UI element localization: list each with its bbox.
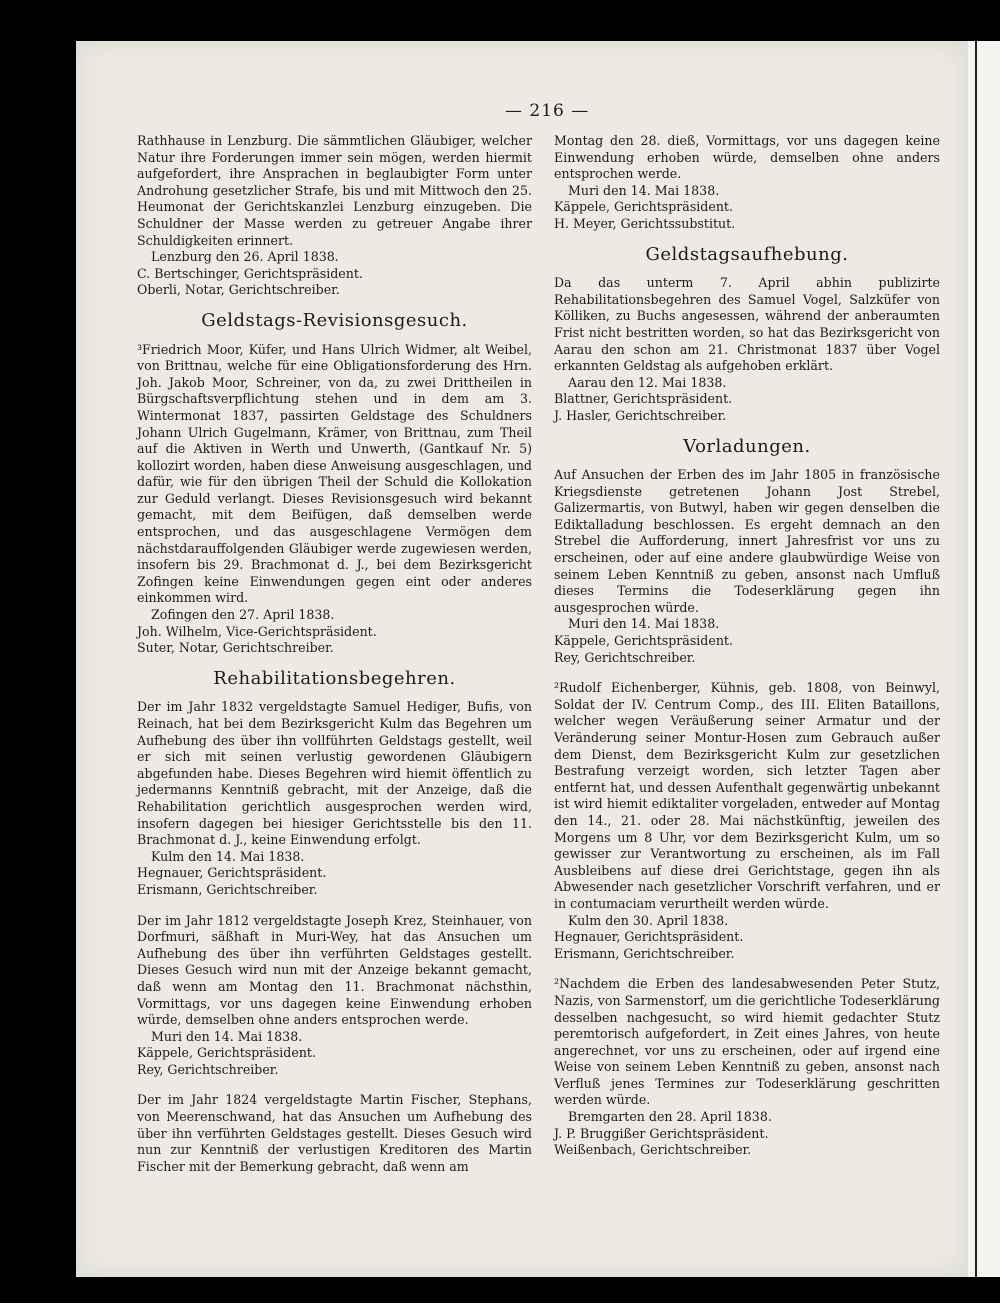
- vorladung-date-3: Bremgarten den 28. April 1838.: [568, 1109, 772, 1125]
- revision-signature-2: Suter, Notar, Gerichtschreiber.: [137, 640, 334, 656]
- rehabilitation-date-2: Muri den 14. Mai 1838.: [151, 1028, 303, 1044]
- aufhebung-signature-1: Blattner, Gerichtspräsident.: [554, 391, 733, 407]
- vorladung-date-1: Muri den 14. Mai 1838.: [568, 616, 720, 632]
- continuation-text: Montag den 28. dieß, Vormittags, vor uns dagegen keine Einwendung erhoben würde, demselben ohne anders entsprochen werde.: [554, 133, 940, 182]
- revision-signature-1: Joh. Wilhelm, Vice-Gerichtspräsident.: [137, 623, 377, 639]
- section-heading-vorladungen: Vorladungen.: [683, 435, 811, 457]
- rehabilitation-signature-1a: Hegnauer, Gerichtspräsident.: [137, 865, 327, 881]
- intro-text: Rathhause in Lenzburg. Die sämmtlichen Gläubiger, welcher Natur ihre Forderungen immer sein mögen, werden hiermit aufgefordert, ihre Ansprachen in beglaubigter Form unter Androhung gesetzlicher Strafe, bis und mit Mittwoch den 25. Heumonat der Gerichtskanzlei Lenzburg einzugeben. Die Schuldner der Masse werden zu getreuer Angabe ihrer Schuldigkeiten erinnert.: [137, 133, 532, 248]
- continuation-signature-1: Käppele, Gerichtspräsident.: [554, 199, 733, 215]
- rehabilitation-text-2: Der im Jahr 1812 vergeldstagte Joseph Krez, Steinhauer, von Dorfmuri, säßhaft in Muri-Wey, hat das Ansuchen um Aufhebung des über ihn verführten Geldstages gestellt. Dieses Gesuch wird nun mit der Anzeige bekannt gemacht, daß wenn am Montag den 11. Brachmonat nächsthin, Vormittags, vor uns dagegen keine Einwendung erhoben würde, demselben ohne anders entsprochen werde.: [137, 912, 532, 1028]
- vorladung-signature-1b: Rey, Gerichtschreiber.: [554, 649, 696, 665]
- aufhebung-signature-2: J. Hasler, Gerichtschreiber.: [554, 407, 727, 423]
- rehabilitation-text-3: Der im Jahr 1824 vergeldstagte Martin Fischer, Stephans, von Meerenschwand, hat das Ansuchen um Aufhebung des über ihn verführten Geldstages gestellt. Dieses Gesuch wird nun zur Kenntniß der verlustigen Kreditoren des Martin Fischer mit der Bemerkung gebracht, daß wenn am: [137, 1092, 532, 1174]
- rehabilitation-text-1: Der im Jahr 1832 vergeldstagte Samuel Hediger, Bufis, von Reinach, hat bei dem Bezirksgericht Kulm das Begehren um Aufhebung des über ihn vollführten Geldstags gestellt, weil er sich mit seinen verlustig gewordenen Gläubigern abgefunden habe. Dieses Begehren wird hiemit öffentlich zu jedermanns Kenntniß gebracht, mit der Anzeige, daß die Rehabilitation gerichtlich ausgesprochen werden wird, insofern dagegen bei hiesiger Gerichtsstelle bis den 11. Brachmonat d. J., keine Einwendung erfolgt.: [137, 699, 532, 848]
- revision-date: Zofingen den 27. April 1838.: [151, 607, 335, 623]
- continuation-date: Muri den 14. Mai 1838.: [568, 182, 720, 198]
- aufhebung-date: Aarau den 12. Mai 1838.: [568, 374, 727, 390]
- vorladung-signature-3a: J. P. Bruggißer Gerichtspräsident.: [554, 1125, 769, 1141]
- vorladung-text-1: Auf Ansuchen der Erben des im Jahr 1805 in französische Kriegsdienste getretenen Johann Jost Strebel, Galizermartis, von Butwyl, haben wir gegen denselben die Ediktalladung beschlossen. Es ergeht demnach an den Strebel die Aufforderung, innert Jahresfrist vor uns zu erscheinen, oder auf eine andere glaubwürdige Weise von seinem Leben Kenntniß zu geben, ansonst nach Umfluß dieses Termins die Todeserklärung gegen ihn ausgesprochen würde.: [554, 467, 940, 615]
- section-heading-rehabilitation: Rehabilitationsbegehren.: [213, 667, 456, 689]
- vorladung-date-2: Kulm den 30. April 1838.: [568, 912, 729, 928]
- intro-date: Lenzburg den 26. April 1838.: [151, 249, 339, 265]
- vorladung-signature-2a: Hegnauer, Gerichtspräsident.: [554, 929, 744, 945]
- rehabilitation-date-1: Kulm den 14. Mai 1838.: [151, 848, 305, 864]
- intro-signature-1: C. Bertschinger, Gerichtspräsident.: [137, 265, 363, 281]
- revision-text: ³Friedrich Moor, Küfer, und Hans Ulrich Widmer, alt Weibel, von Brittnau, welche für eine Obligationsforderung des Hrn. Joh. Jakob Moor, Schreiner, von da, zu zwei Drittheilen in Bürgschaftsverpflichtung stehen und in dem am 3. Wintermonat 1837, passirten Geldstage des Schuldners Johann Ulrich Gugelmann, Krämer, von Brittnau, zum Theil auf die Aktiven in Werth und Unwerth, (Gantkauf Nr. 5) kollozirt worden, haben diese Anweisung ausgeschlagen, und dafür, wie für den übrigen Theil der Schuld die Kollokation zur Geduld verlangt. Dieses Revisionsgesuch wird bekannt gemacht, mit dem Beifügen, daß demselben werde entsprochen, und das ausgeschlagene Vermögen dem nächstdarauffolgenden Gläubiger werde zugewiesen werden, insofern bis 29. Brachmonat d. J., bei dem Bezirksgericht Zofingen keine Einwendungen gegen eint oder anderes einkommen wird.: [137, 341, 532, 606]
- next-page-edge: [968, 41, 1000, 1277]
- rehabilitation-signature-2a: Käppele, Gerichtspräsident.: [137, 1045, 316, 1061]
- vorladung-text-2: ²Rudolf Eichenberger, Kühnis, geb. 1808, von Beinwyl, Soldat der IV. Centrum Comp., des III. Eliten Bataillons, welcher wegen Veräußerung seiner Armatur und der Veränderung seiner Montur-Hosen zum Gebrauch außer dem Dienst, dem Bezirksgericht Kulm zur gesetzlichen Bestrafung verzeigt worden, sich letzter Tagen aber entfernt hat, und dessen Aufenthalt gegenwärtig unbekannt ist wird hiemit ediktaliter vorgeladen, entweder auf Montag den 14., 21. oder 28. Mai nächstkünftig, jeweilen des Morgens um 8 Uhr, vor dem Bezirksgericht Kulm, um so gewisser zur Verantwortung zu erscheinen, als im Fall Ausbleibens auf diese drei Gerichtstage, gegen ihn als Abwesender nach gesetzlicher Vorschrift verfahren, und er in contumaciam verurtheilt werden würde.: [554, 680, 940, 911]
- section-heading-geldstagsaufhebung: Geldstagsaufhebung.: [645, 243, 849, 265]
- continuation-signature-2: H. Meyer, Gerichtssubstitut.: [554, 215, 736, 231]
- page-fold-line: [975, 41, 977, 1277]
- page-number: — 216 —: [505, 101, 590, 121]
- vorladung-signature-3b: Weißenbach, Gerichtschreiber.: [554, 1142, 752, 1158]
- vorladung-text-3: ²Nachdem die Erben des landesabwesenden Peter Stutz, Nazis, von Sarmenstorf, um die gerichtliche Todeserklärung desselben nachgesucht, so wird hiemit gedachter Stutz peremtorisch aufgefordert, in Zeit eines Jahres, von heute angerechnet, vor uns zu erscheinen, oder auf irgend eine Weise von seinem Leben Kenntniß zu geben, ansonst nach Verfluß jenes Termines zur Todeserklärung geschritten werden würde.: [554, 976, 940, 1108]
- vorladung-signature-2b: Erismann, Gerichtschreiber.: [554, 945, 735, 961]
- intro-signature-2: Oberli, Notar, Gerichtschreiber.: [137, 282, 340, 298]
- rehabilitation-signature-1b: Erismann, Gerichtschreiber.: [137, 881, 318, 897]
- left-column: [137, 133, 532, 1175]
- section-heading-revision: Geldstags-Revisionsgesuch.: [201, 309, 468, 331]
- aufhebung-text: Da das unterm 7. April abhin publizirte Rehabilitationsbegehren des Samuel Vogel, Salzküfer von Kölliken, zu Buchs angesessen, während der anberaumten Frist nicht bestritten worden, so hat das Bezirksgericht von Aarau den schon am 21. Christmonat 1837 über Vogel erkannten Geldstag als aufgehoben erklärt.: [554, 275, 940, 374]
- vorladung-signature-1a: Käppele, Gerichtspräsident.: [554, 633, 733, 649]
- rehabilitation-signature-2b: Rey, Gerichtschreiber.: [137, 1061, 279, 1077]
- right-column: [554, 133, 940, 1159]
